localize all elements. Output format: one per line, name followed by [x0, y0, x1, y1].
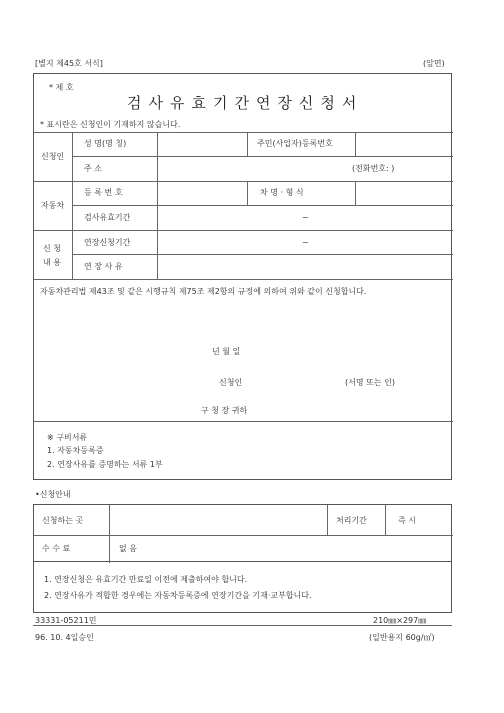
name-label: 성 명(명 칭) — [84, 139, 127, 148]
processing-time-value: 즉 시 — [398, 516, 416, 525]
row-divider — [72, 254, 453, 255]
registration-number-label: 등 록 번 호 — [84, 188, 123, 197]
extension-period-value: ~ — [302, 238, 309, 247]
validity-period-label: 검사유효기간 — [84, 213, 131, 222]
application-form — [33, 73, 452, 480]
col-divider — [109, 505, 110, 563]
row-divider — [34, 132, 453, 133]
col-divider — [157, 132, 158, 279]
approval-date: 96. 10. 4일승인 — [35, 633, 94, 642]
addressee: 구 청 장 귀하 — [201, 406, 248, 415]
request-section-label-2: 내 용 — [43, 258, 61, 267]
footer-divider — [33, 625, 452, 626]
required-doc-item: 1. 자동차등록증 — [47, 446, 104, 455]
extension-period-label: 연장신청기간 — [84, 238, 131, 247]
address-label: 주 소 — [84, 164, 102, 173]
row-divider — [72, 156, 453, 157]
col-divider — [247, 181, 248, 205]
required-docs-title: ※ 구비서류 — [47, 433, 88, 442]
col-divider — [327, 505, 328, 535]
vehicle-section-label: 자동차 — [41, 201, 65, 210]
form-number: [별지 제45호 서식] — [35, 59, 103, 68]
page-side: (앞면) — [423, 59, 445, 68]
guide-note-item: 1. 연장신청은 유효기간 만료일 이전에 제출하여야 합니다. — [44, 575, 248, 584]
processing-time-label: 처리기간 — [336, 516, 367, 525]
applicant-sign-label: 신청인 — [219, 378, 243, 387]
guide-note-item: 2. 연장사유가 적합한 경우에는 자동차등록증에 연장기간을 기재·교부합니다. — [44, 591, 312, 600]
model-label: 차 명 · 형 식 — [260, 188, 304, 197]
row-divider — [34, 181, 453, 182]
fee-value: 없 음 — [119, 544, 137, 553]
applicant-section-label: 신청인 — [41, 152, 65, 161]
request-section-label-1: 신 청 — [43, 244, 61, 253]
phone-label: (전화번호: ) — [352, 164, 395, 173]
form-title: 검사유효기간연장신청서 — [127, 94, 364, 112]
row-divider — [34, 421, 453, 422]
receipt-number-label: * 제 호 — [49, 83, 74, 92]
date-line: 년 월 일 — [212, 347, 241, 356]
office-label: 신청하는 곳 — [42, 516, 84, 525]
extension-reason-label: 연 장 사 유 — [84, 262, 123, 271]
col-divider — [247, 132, 248, 156]
col-divider — [355, 132, 356, 156]
validity-period-value: ~ — [302, 213, 309, 222]
col-divider — [355, 181, 356, 205]
required-doc-item: 2. 연장사유를 증명하는 서류 1부 — [47, 460, 163, 469]
paper-size: 210㎜×297㎜ — [373, 616, 427, 625]
sign-note: (서명 또는 인) — [345, 378, 395, 387]
fee-label: 수 수 료 — [42, 544, 71, 553]
row-divider — [34, 279, 453, 280]
row-divider — [34, 535, 453, 536]
declaration-text: 자동차관리법 제43조 및 같은 시행규칙 제75조 제2항의 규정에 의하여 위와 같이 신청합니다. — [40, 287, 367, 296]
paper-type: (일반용지 60g/㎡) — [369, 633, 435, 642]
form-code: 33331-05211민 — [35, 616, 97, 625]
guide-table — [33, 504, 452, 562]
regno-label: 주민(사업자)등록번호 — [257, 139, 333, 148]
row-divider — [72, 205, 453, 206]
col-divider — [72, 132, 73, 279]
form-note: * 표시란은 신청인이 기재하지 않습니다. — [40, 120, 181, 129]
row-divider — [34, 230, 453, 231]
guide-notes-box — [33, 562, 452, 613]
guide-title: •신청안내 — [35, 490, 71, 499]
col-divider — [385, 505, 386, 535]
